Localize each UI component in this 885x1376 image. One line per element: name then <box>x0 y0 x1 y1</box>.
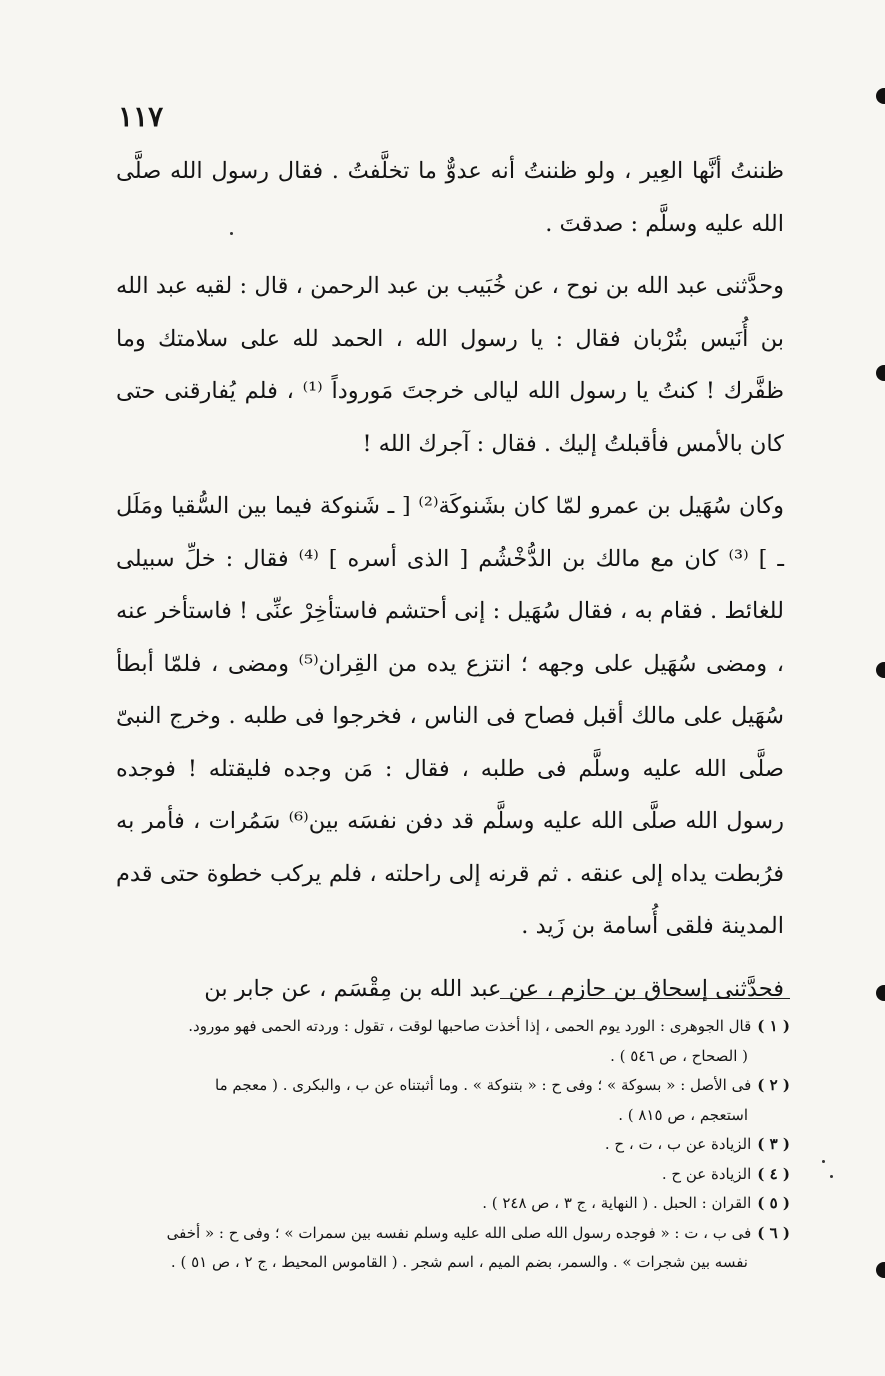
paragraph-2: وحدَّثنى عبد الله بن نوح ، عن خُبَيب بن عبد الرحمن ، قال : لقيه عبد الله بن أُنَيس بتُرْبان فقال : يا رسول الله ، الحمد لله على سلامتك وما ظفَّرك ! كنتُ يا رسول الله ليالى خرجتَ مَوروداً ⁽¹⁾ ، فلم يُفارقنى حتى كان بالأمس فأقبلتُ إليك . فقال : آجرك الله ! <box>116 273 784 457</box>
footnote-text: قال الجوهرى : الورد يوم الحمى ، إذا أخذت صاحبها لوقت ، تقول : وردته الحمى فهو مورود. <box>188 1017 752 1035</box>
scan-edge-mark <box>876 1262 885 1278</box>
footnote-text: فى الأصل : « بسوكة » ؛ وفى ح : « بتنوكة » . وما أثبتناه عن ب ، والبكرى . ( معجم ما <box>215 1076 752 1094</box>
footnote-4 <box>110 1160 790 1190</box>
footnote-1 <box>110 1012 790 1071</box>
paragraph-1: ظننتُ أنَّها العِير ، ولو ظننتُ أنه عدوٌّ ما تخلَّفتُ . فقال رسول الله صلَّى الله عليه وسلَّم : صدقتَ . <box>116 158 784 237</box>
footnote-divider <box>500 998 790 999</box>
footnote-text: فى ب ، ت : « فوجده رسول الله صلى الله عليه وسلم نفسه بين سمرات » ؛ وفى ح : « أخفى <box>166 1223 752 1242</box>
scan-edge-mark <box>876 985 885 1001</box>
footnote-number: ( ٥ ) <box>757 1194 790 1212</box>
footnote-number: ( ٣ ) <box>757 1135 790 1153</box>
footnote-number: ( ١ ) <box>757 1017 790 1035</box>
scan-edge-mark <box>876 365 885 381</box>
footnote-continuation: نفسه بين شجرات » . والسمر، بضم الميم ، اسم شجر . ( القاموس المحيط ، ج ٢ ، ص ٥١ ) . <box>170 1253 748 1271</box>
footnote-continuation: استعجم ، ص ٨١٥ ) . <box>618 1105 748 1124</box>
page-number: ١١٧ <box>118 100 164 133</box>
scan-edge-mark <box>876 88 885 104</box>
footnote-number: ( ٦ ) <box>757 1223 790 1242</box>
scan-speck <box>830 1175 833 1178</box>
footnote-5 <box>110 1189 790 1219</box>
footnotes <box>110 1012 790 1278</box>
paragraph-3: وكان سُهَيل بن عمرو لمّا كان بشَنوكَة⁽²⁾ [ ـ شَنوكة فيما بين السُّقيا ومَلَل ـ ] ⁽³⁾ كان مع مالك بن الدُّخْشُم [ الذى أسره ] ⁽⁴⁾ فقال : خلِّ سبيلى للغائط . فقام به ، فقال سُهَيل : إنى أحتشم فاستأخِرْ عنِّى ! فاستأخر عنه ، ومضى سُهَيل على وجهه ؛ انتزع يده من القِران⁽⁵⁾ ومضى ، فلمّا أبطأ سُهَيل على مالك أقبل فصاح فى الناس ، فخرجوا فى طلبه . وخرج النبىّ صلَّى الله عليه وسلَّم فى طلبه ، فقال : مَن وجده فليقتله ! فوجده رسول الله صلَّى الله عليه وسلَّم قد دفن نفسَه بين⁽⁶⁾ سَمُرات ، فأمر به فرُبطت يداه إلى عنقه . ثم قرنه إلى راحلته ، فلم يركب خطوة حتى قدم المدينة فلقى أُسامة بن زَيد . <box>116 493 785 939</box>
footnote-6 <box>110 1219 790 1278</box>
footnote-2 <box>110 1071 790 1130</box>
footnote-text: القران : الحبل . ( النهاية ، ج ٣ ، ص ٢٤٨ ) . <box>482 1194 752 1212</box>
scan-speck <box>822 1160 825 1163</box>
main-text <box>116 145 784 1015</box>
scan-edge-mark <box>876 662 885 678</box>
footnote-continuation: ( الصحاح ، ص ٥٤٦ ) . <box>610 1046 748 1065</box>
paragraph-4: فحدَّثنى إسحاق بن حازم ، عن عبد الله بن مِقْسَم ، عن جابر بن <box>204 975 784 1002</box>
footnote-number: ( ٤ ) <box>757 1164 790 1183</box>
scan-speck <box>230 232 233 235</box>
footnote-text: الزيادة عن ب ، ت ، ح . <box>604 1135 752 1153</box>
footnote-3 <box>110 1130 790 1160</box>
footnote-number: ( ٢ ) <box>757 1076 790 1094</box>
footnote-text: الزيادة عن ح . <box>661 1164 752 1183</box>
